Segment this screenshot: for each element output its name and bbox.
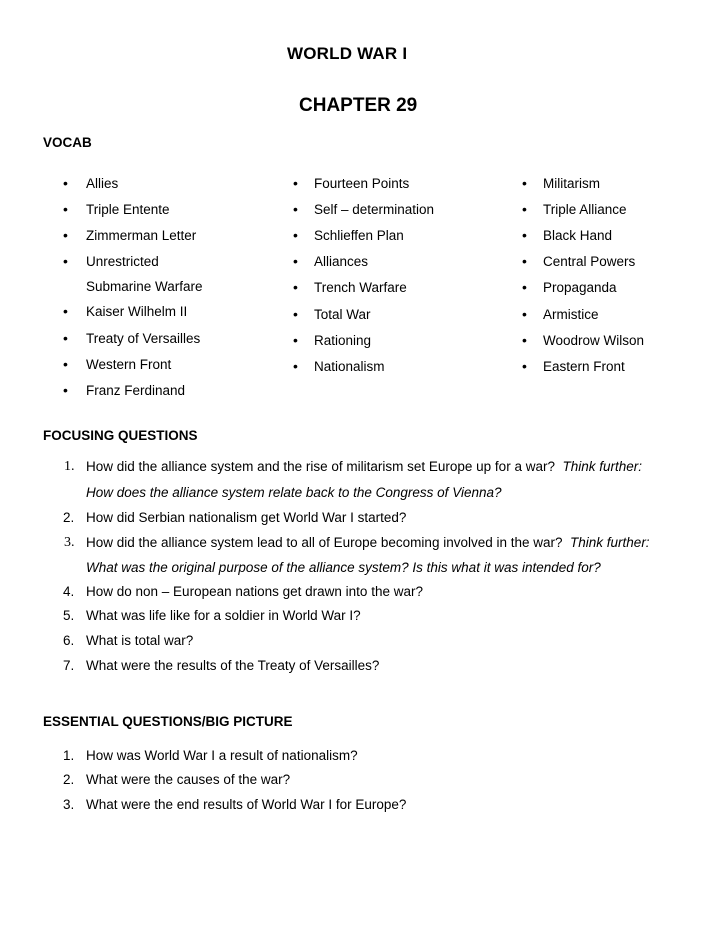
list-item: How was World War I a result of nationalism? [86, 748, 358, 763]
think-further-label: Think further: [562, 459, 643, 474]
vocab-item: Fourteen Points [314, 176, 410, 191]
vocab-item: Propaganda [543, 280, 617, 295]
vocab-item: Armistice [543, 307, 599, 322]
list-number: 5. [63, 608, 75, 623]
vocab-item: Zimmerman Letter [86, 228, 197, 243]
essential-questions-heading: ESSENTIAL QUESTIONS/BIG PICTURE [43, 714, 293, 729]
vocab-item: Self – determination [314, 202, 435, 217]
vocab-item: Schlieffen Plan [314, 228, 404, 243]
list-number: 6. [63, 633, 75, 648]
vocab-item: Triple Entente [86, 202, 170, 217]
bullet-icon: • [293, 175, 298, 191]
bullet-icon: • [63, 382, 68, 398]
bullet-icon: • [293, 332, 298, 348]
bullet-icon: • [522, 306, 527, 322]
bullet-icon: • [522, 253, 527, 269]
bullet-icon: • [522, 279, 527, 295]
think-further-label: Think further: [570, 535, 650, 550]
vocab-item: Woodrow Wilson [543, 333, 645, 348]
vocab-item: Allies [86, 176, 119, 191]
bullet-icon: • [293, 358, 298, 374]
vocab-item: Black Hand [543, 228, 613, 243]
bullet-icon: • [293, 253, 298, 269]
bullet-icon: • [522, 227, 527, 243]
vocab-item: Eastern Front [543, 359, 625, 374]
list-item: How do non – European nations get drawn into the war? [86, 584, 423, 599]
bullet-icon: • [293, 279, 298, 295]
bullet-icon: • [293, 201, 298, 217]
list-item-continuation: How does the alliance system relate back to the Congress of Vienna? [86, 485, 502, 500]
list-item [86, 535, 650, 550]
list-item: What was life like for a soldier in World War I? [86, 608, 361, 623]
focusing-questions-heading: FOCUSING QUESTIONS [43, 428, 198, 443]
bullet-icon: • [522, 358, 527, 374]
vocab-item: Treaty of Versailles [86, 331, 201, 346]
vocab-item: Franz Ferdinand [86, 383, 186, 398]
bullet-icon: • [522, 332, 527, 348]
vocab-item: Triple Alliance [543, 202, 627, 217]
vocab-item: Total War [314, 307, 371, 322]
bullet-icon: • [63, 303, 68, 319]
vocab-item: Trench Warfare [314, 280, 407, 295]
vocab-item: Western Front [86, 357, 172, 372]
bullet-icon: • [522, 201, 527, 217]
list-number: 2. [63, 510, 75, 525]
vocab-item-continuation: Submarine Warfare [86, 279, 203, 294]
list-item [86, 459, 642, 474]
list-number: 1. [63, 748, 75, 763]
vocab-item: Kaiser Wilhelm II [86, 304, 188, 319]
vocab-item: Unrestricted [86, 254, 159, 269]
question-text: How did the alliance system and the rise of militarism set Europe up for a war? [86, 459, 555, 474]
vocab-item: Alliances [314, 254, 369, 269]
bullet-icon: • [522, 175, 527, 191]
bullet-icon: • [293, 227, 298, 243]
bullet-icon: • [63, 253, 68, 269]
bullet-icon: • [63, 330, 68, 346]
bullet-icon: • [63, 201, 68, 217]
list-number: 3. [63, 797, 75, 812]
list-item: How did Serbian nationalism get World War I started? [86, 510, 407, 525]
vocab-item: Militarism [543, 176, 600, 191]
bullet-icon: • [63, 175, 68, 191]
list-item: What were the results of the Treaty of Versailles? [86, 658, 380, 673]
vocab-item: Nationalism [314, 359, 385, 374]
list-item: What were the end results of World War I for Europe? [86, 797, 407, 812]
question-text: How did the alliance system lead to all of Europe becoming involved in the war? [86, 535, 563, 550]
list-item: What were the causes of the war? [86, 772, 291, 787]
bullet-icon: • [293, 306, 298, 322]
list-number: 1. [64, 459, 75, 474]
vocab-heading: VOCAB [43, 135, 92, 150]
bullet-icon: • [63, 356, 68, 372]
vocab-item: Central Powers [543, 254, 636, 269]
list-number: 4. [63, 584, 75, 599]
bullet-icon: • [63, 227, 68, 243]
list-item: What is total war? [86, 633, 194, 648]
list-item-continuation: What was the original purpose of the alliance system? Is this what it was intended for? [86, 560, 601, 575]
list-number: 3. [64, 535, 75, 550]
list-number: 7. [63, 658, 75, 673]
list-number: 2. [63, 772, 75, 787]
vocab-item: Rationing [314, 333, 372, 348]
